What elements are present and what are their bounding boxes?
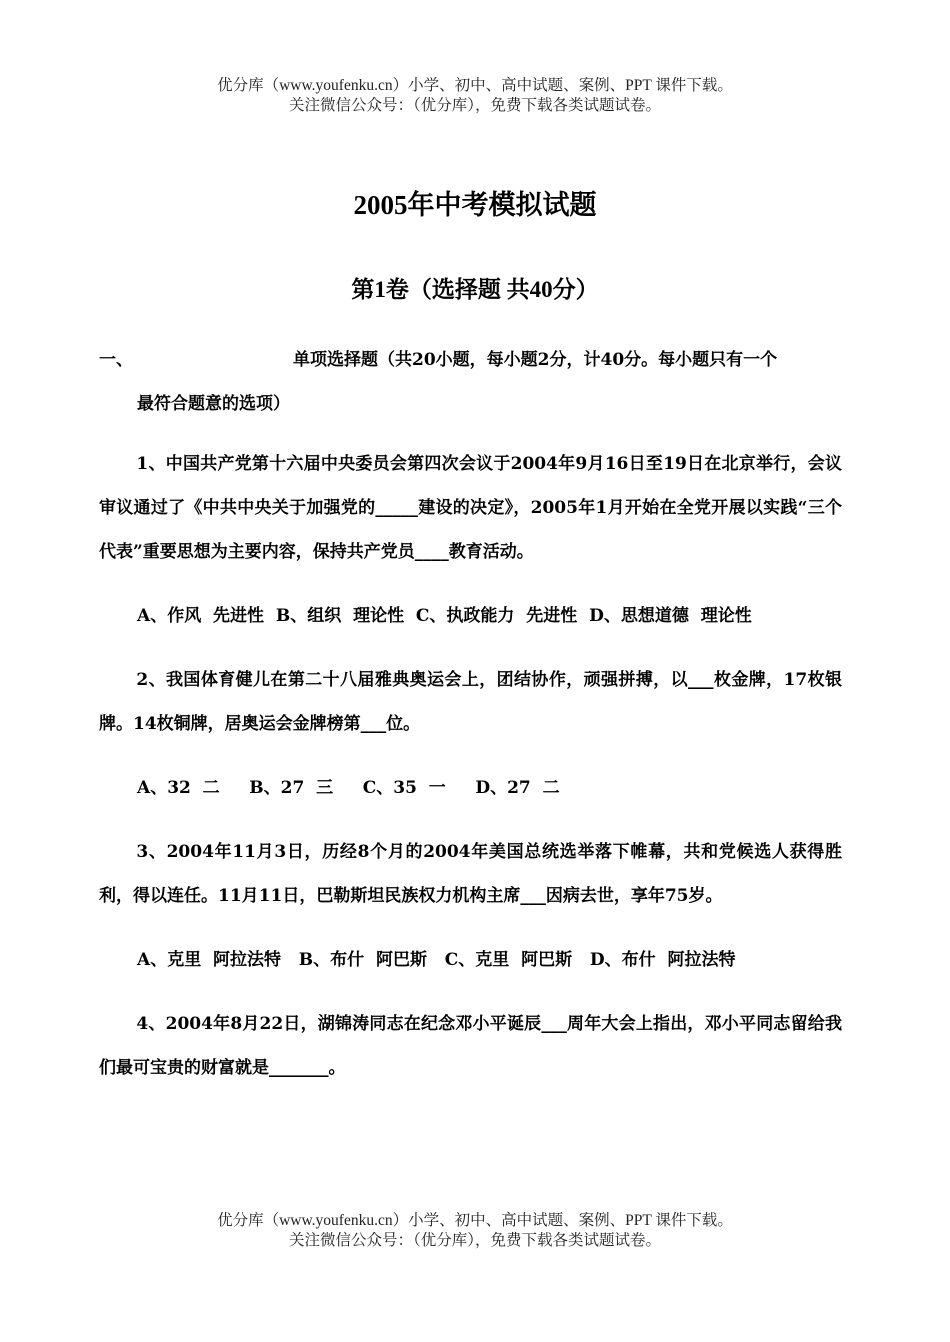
header-line-1: 优分库（www.youfenku.cn）小学、初中、高中试题、案例、PPT 课件下载。 [217, 77, 733, 94]
section-number: 一、 [99, 350, 133, 370]
question-2-options: A、32 二 B、27 三 C、35 一 D、27 二 [137, 778, 560, 798]
question-3-options: A、克里 阿拉法特 B、布什 阿巴斯 C、克里 阿巴斯 D、布什 阿拉法特 [137, 950, 736, 970]
section-text-line-1: 单项选择题（共20小题，每小题2分，计40分。每小题只有一个 [293, 350, 778, 370]
section-text-line-2: 最符合题意的选项） [137, 394, 290, 414]
header-line-2: 关注微信公众号：（优分库），免费下载各类试题试卷。 [288, 97, 661, 114]
question-2: 2、我国体育健儿在第二十八届雅典奥运会上，团结协作，顽强拼搏，以___枚金牌，17枚银牌。14枚铜牌，居奥运会金牌榜第___位。 [99, 670, 842, 734]
question-1-options: A、作风 先进性 B、组织 理论性 C、执政能力 先进性 D、思想道德 理论性 [137, 606, 752, 626]
question-1: 1、中国共产党第十六届中央委员会第四次会议于2004年9月16日至19日在北京举行，会议审议通过了《中共中央关于加强党的_____建设的决定》，2005年1月开始在全党开展以实践“三个代表”重要思想为主要内容，保持共产党员____教育活动。 [99, 454, 842, 562]
question-list [99, 442, 842, 1090]
section-heading [99, 338, 842, 426]
question-3: 3、2004年11月3日，历经8个月的2004年美国总统选举落下帷幕，共和党候选人获得胜利，得以连任。11月11日，巴勒斯坦民族权力机构主席___因病去世，享年75岁。 [99, 842, 842, 906]
section-title: 第1卷（选择题 共40分） [351, 277, 599, 302]
question-4: 4、2004年8月22日，湖锦涛同志在纪念邓小平诞辰___周年大会上指出，邓小平同志留给我们最可宝贵的财富就是_______。 [99, 1014, 842, 1078]
footer-line-2: 关注微信公众号：（优分库），免费下载各类试题试卷。 [288, 1232, 661, 1249]
page-footer [0, 1211, 950, 1251]
footer-line-1: 优分库（www.youfenku.cn）小学、初中、高中试题、案例、PPT 课件下载。 [217, 1212, 733, 1229]
page-header [0, 76, 950, 116]
document-title: 2005年中考模拟试题 [353, 190, 597, 220]
